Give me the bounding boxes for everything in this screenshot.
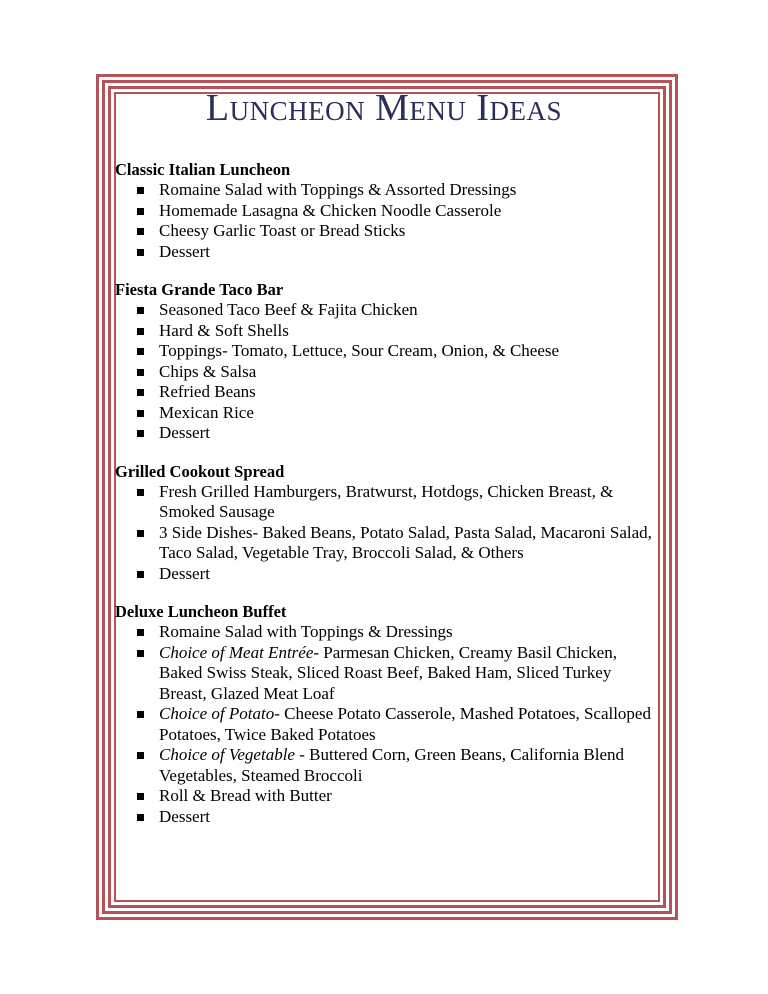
section-title: Grilled Cookout Spread xyxy=(115,461,285,481)
menu-item-text: Roll & Bread with Butter xyxy=(159,786,332,805)
menu-item-text: Refried Beans xyxy=(159,382,256,401)
square-bullet-icon xyxy=(137,430,144,437)
square-bullet-icon xyxy=(137,228,144,235)
square-bullet-icon xyxy=(137,530,144,537)
menu-item xyxy=(115,564,660,585)
menu-item xyxy=(115,180,660,201)
square-bullet-icon xyxy=(137,489,144,496)
menu-section xyxy=(115,159,660,262)
menu-item-text: 3 Side Dishes- Baked Beans, Potato Salad, Pasta Salad, Macaroni Salad, Taco Salad, Vegetable Tray, Broccoli Salad, & Others xyxy=(159,522,652,562)
menu-item-list xyxy=(115,482,660,585)
menu-item xyxy=(115,643,660,705)
menu-item-text: Dessert xyxy=(159,563,210,583)
menu-item-text: Fresh Grilled Hamburgers, Bratwurst, Hotdogs, Chicken Breast, & Smoked Sausage xyxy=(159,481,614,521)
square-bullet-icon xyxy=(137,814,144,821)
menu-item-text: Homemade Lasagna & Chicken Noodle Casserole xyxy=(159,200,502,220)
square-bullet-icon xyxy=(137,650,144,657)
menu-item-text: Romaine Salad with Toppings & Dressings xyxy=(159,622,453,641)
menu-section xyxy=(115,601,660,827)
menu-item-list xyxy=(115,300,660,444)
square-bullet-icon xyxy=(137,629,144,636)
square-bullet-icon xyxy=(137,571,144,578)
menu-item-text: Chips & Salsa xyxy=(159,361,257,381)
menu-item-text: Hard & Soft Shells xyxy=(159,320,289,340)
section-title: Deluxe Luncheon Buffet xyxy=(115,602,287,621)
menu-item-text: Toppings- Tomato, Lettuce, Sour Cream, Onion, & Cheese xyxy=(159,341,560,360)
menu-item xyxy=(115,201,660,222)
square-bullet-icon xyxy=(137,307,144,314)
menu-item-choice-label: Choice of Meat Entrée xyxy=(159,642,314,662)
menu-item-choice-label: Choice of Potato xyxy=(159,704,275,723)
menu-item-choice-label: Choice of Vegetable xyxy=(159,745,295,764)
square-bullet-icon xyxy=(137,369,144,376)
menu-item-text: Romaine Salad with Toppings & Assorted Dressings xyxy=(159,180,517,199)
menu-item xyxy=(115,745,660,786)
square-bullet-icon xyxy=(137,389,144,396)
menu-item xyxy=(115,403,660,424)
square-bullet-icon xyxy=(137,348,144,355)
menu-item xyxy=(115,622,660,643)
menu-item xyxy=(115,423,660,444)
square-bullet-icon xyxy=(137,208,144,215)
menu-item xyxy=(115,362,660,383)
menu-item-text: - Parmesan Chicken, Creamy Basil Chicken, Baked Swiss Steak, Sliced Roast Beef, Baked Ham, Sliced Turkey Breast, Glazed Meat Loaf xyxy=(159,642,617,703)
menu-item-text: - Cheese Potato Casserole, Mashed Potatoes, Scalloped Potatoes, Twice Baked Potatoes xyxy=(159,704,651,744)
menu-item-text: Mexican Rice xyxy=(159,402,254,422)
menu-item xyxy=(115,807,660,828)
menu-section xyxy=(115,279,660,444)
menu-item xyxy=(115,321,660,342)
square-bullet-icon xyxy=(137,793,144,800)
menu-item xyxy=(115,786,660,807)
square-bullet-icon xyxy=(137,328,144,335)
menu-item xyxy=(115,523,660,564)
menu-item-text: Dessert xyxy=(159,241,210,261)
menu-content xyxy=(115,159,660,844)
menu-item xyxy=(115,382,660,403)
menu-item-list xyxy=(115,180,660,262)
menu-item xyxy=(115,242,660,263)
square-bullet-icon xyxy=(137,249,144,256)
menu-item xyxy=(115,341,660,362)
menu-item xyxy=(115,221,660,242)
menu-item-list xyxy=(115,622,660,827)
page-title: Luncheon Menu Ideas xyxy=(205,87,563,129)
square-bullet-icon xyxy=(137,187,144,194)
section-title: Fiesta Grande Taco Bar xyxy=(115,280,284,299)
menu-item-text: Dessert xyxy=(159,423,210,442)
menu-section xyxy=(115,461,660,585)
menu-item-text: - Buttered Corn, Green Beans, California Blend Vegetables, Steamed Broccoli xyxy=(159,745,625,785)
menu-item-text: Dessert xyxy=(159,806,210,826)
menu-item xyxy=(115,704,660,745)
square-bullet-icon xyxy=(137,711,144,718)
menu-item-text: Seasoned Taco Beef & Fajita Chicken xyxy=(159,300,418,319)
section-title: Classic Italian Luncheon xyxy=(115,160,291,179)
menu-item xyxy=(115,482,660,523)
menu-item-text: Cheesy Garlic Toast or Bread Sticks xyxy=(159,221,406,240)
square-bullet-icon xyxy=(137,752,144,759)
square-bullet-icon xyxy=(137,410,144,417)
menu-item xyxy=(115,300,660,321)
